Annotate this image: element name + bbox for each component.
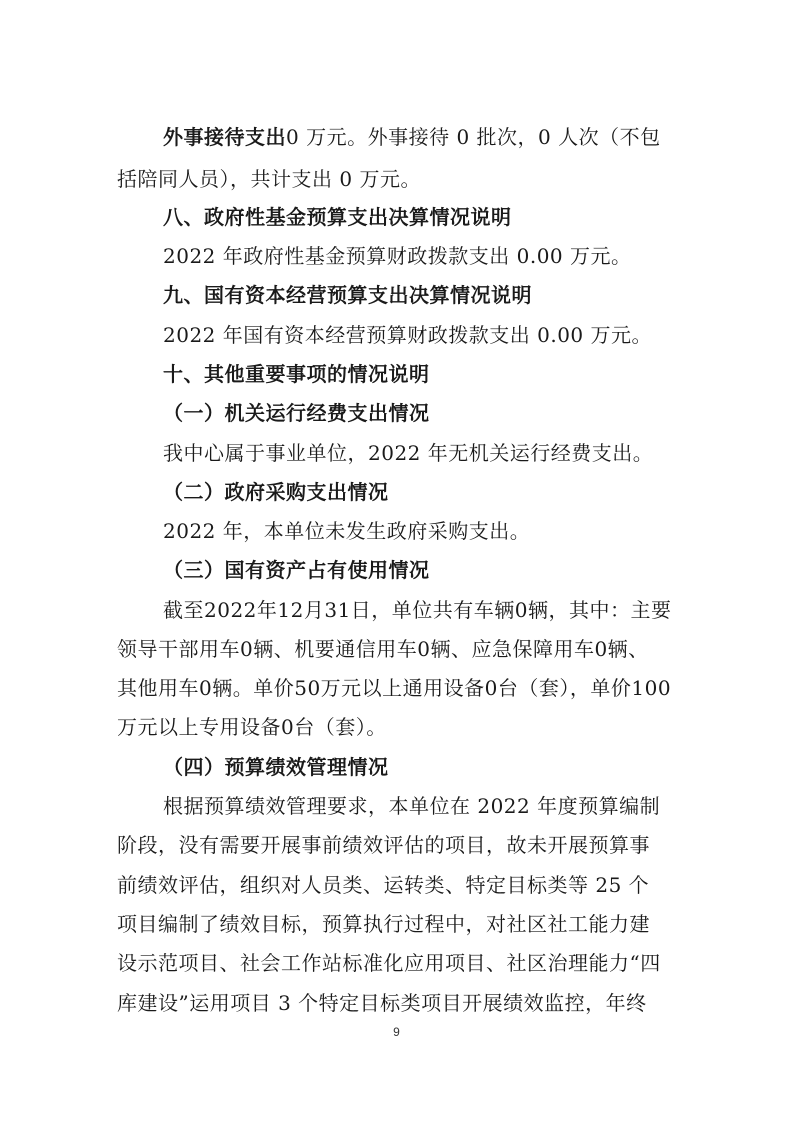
line-text: 0 万元。外事接待 0 批次，0 人次（不包 [286,125,661,149]
paragraph-line [163,122,661,152]
subsection-heading: （四）预算绩效管理情况 [163,755,389,779]
paragraph-line: 其他用车0辆。单价50万元以上通用设备0台（套），单价100 [117,676,672,700]
paragraph-line: 前绩效评估，组织对人员类、运转类、特定目标类等 25 个 [117,873,650,897]
paragraph-line: 2022 年国有资本经营预算财政拨款支出 0.00 万元。 [163,323,653,347]
paragraph-line: 我中心属于事业单位，2022 年无机关运行经费支出。 [163,441,654,465]
subsection-heading: （二）政府采购支出情况 [163,480,389,504]
section-heading: 十、其他重要事项的情况说明 [163,362,430,386]
paragraph-line: 阶段，没有需要开展事前绩效评估的项目，故未开展预算事 [117,833,650,857]
paragraph-line: 万元以上专用设备0台（套）。 [117,715,387,739]
paragraph-line: 截至2022年12月31日，单位共有车辆0辆，其中：主要 [163,598,672,622]
page-number: 9 [393,1025,400,1039]
paragraph-line: 领导干部用车0辆、机要通信用车0辆、应急保障用车0辆、 [117,637,649,661]
section-heading: 九、国有资本经营预算支出决算情况说明 [163,283,532,307]
paragraph-line: 根据预算绩效管理要求，本单位在 2022 年度预算编制 [163,794,661,818]
section-heading: 八、政府性基金预算支出决算情况说明 [163,205,512,229]
paragraph-line: 2022 年，本单位未发生政府采购支出。 [163,519,531,543]
inline-bold-term: 外事接待支出 [163,125,286,149]
subsection-heading: （一）机关运行经费支出情况 [163,401,430,425]
paragraph-line: 2022 年政府性基金预算财政拨款支出 0.00 万元。 [163,244,632,268]
paragraph-line: 设示范项目、社会工作站标准化应用项目、社区治理能力“四 [117,951,661,975]
paragraph-line: 库建设”运用项目 3 个特定目标类项目开展绩效监控，年终 [117,991,647,1015]
subsection-heading: （三）国有资产占有使用情况 [163,558,430,582]
paragraph-line: 项目编制了绩效目标，预算执行过程中，对社区社工能力建 [117,912,650,936]
paragraph-line: 括陪同人员），共计支出 0 万元。 [117,167,421,191]
